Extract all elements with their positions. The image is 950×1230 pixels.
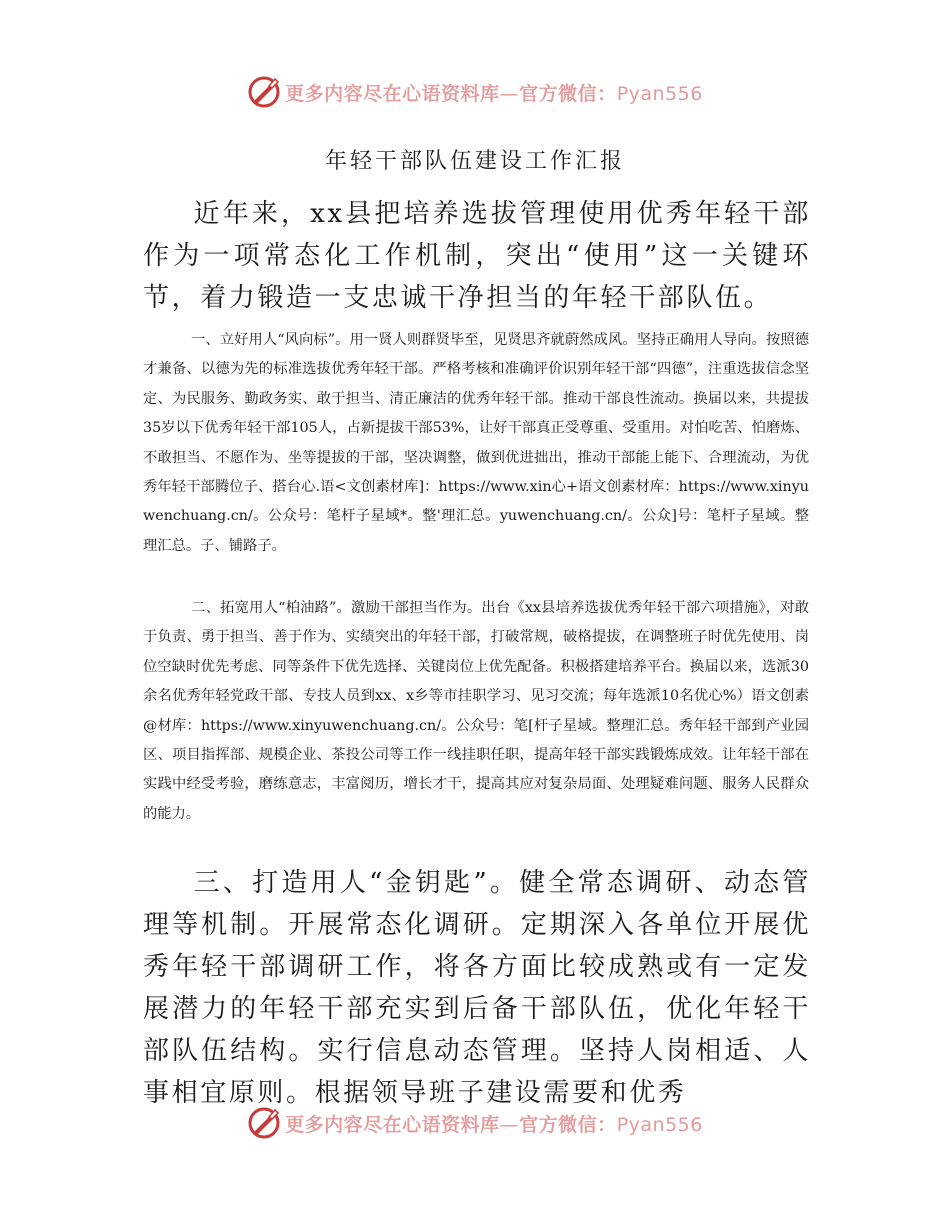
section-two-paragraph: 二、拓宽用人“柏油路”。激励干部担当作为。出台《xx县培养选拔优秀年轻干部六项措施》，对敢于负责、勇于担当、善于作为、实绩突出的年轻干部，打破常规，破格提拔，在调整班子时优先使用、岗位空缺时优先考虑、同等条件下优先选择、关键岗位上优先配备。积极搭建培养平台。换届以来，选派30余名优秀年轻党政干部、专技人员到xx、x乡等市挂职学习、见习交流；每年选派10名优心%）语文创素@材库：https://www.xinyuwenchuang.cn/。公众号：笔[杆子星域。整理汇总。秀年轻干部到产业园区、项目指挥部、规模企业、茶投公司等工作一线挂职任职，提高年轻干部实践锻炼成效。让年轻干部在实践中经受考验，磨练意志，丰富阅历，增长才干，提高其应对复杂局面、处理疑难问题、服务人民群众的能力。	[143, 600, 809, 822]
section-one-paragraph: 一、立好用人“风向标”。用一贤人则群贤毕至，见贤思齐就蔚然成风。坚持正确用人导向。按照德才兼备、以德为先的标准选拔优秀年轻干部。严格考核和准确评价识别年轻干部“四德”，注重选拔信念坚定、为民服务、勤政务实、敢于担当、清正廉洁的优秀年轻干部。推动干部良性流动。换届以来，共提拔35岁以下优秀年轻干部105人，占新提拔干部53%，让好干部真正受尊重、受重用。对怕吃苦、怕磨炼、不敢担当、不愿作为、坐等提拔的干部，坚决调整，做到优进拙出，推动干部能上能下、合理流动，为优秀年轻干部腾位子、搭台心.语<文创素材库]：https://www.xin心+语文创素材库：https://www.xinyuwenchuang.cn/。公众号：笔杆子星域*。整'理汇总。yuwenchuang.cn/。公众]号：笔杆子星域。整理汇总。子、铺路子。	[143, 332, 809, 554]
banner-text: 更多内容尽在心语资料库—官方微信：Pyan556	[285, 82, 703, 105]
document-title: 年轻干部队伍建设工作汇报	[324, 149, 625, 174]
quill-logo-icon	[247, 1106, 281, 1140]
section-three-paragraph: 三、打造用人“金钥匙”。健全常态调研、动态管理等机制。开展常态化调研。定期深入各单位开展优秀年轻干部调研工作，将各方面比较成熟或有一定发展潜力的年轻干部充实到后备干部队伍，优化年轻干部队伍结构。实行信息动态管理。坚持人岗相适、人事相宜原则。根据领导班子建设需要和优秀	[143, 868, 811, 1108]
footer-banner	[0, 1103, 950, 1143]
intro-paragraph: 近年来，xx县把培养选拔管理使用优秀年轻干部作为一项常态化工作机制，突出“使用”这一关键环节，着力锻造一支忠诚干净担当的年轻干部队伍。	[143, 199, 811, 313]
quill-logo-icon	[247, 75, 281, 109]
header-banner	[0, 72, 950, 112]
banner-text: 更多内容尽在心语资料库—官方微信：Pyan556	[285, 1113, 703, 1136]
